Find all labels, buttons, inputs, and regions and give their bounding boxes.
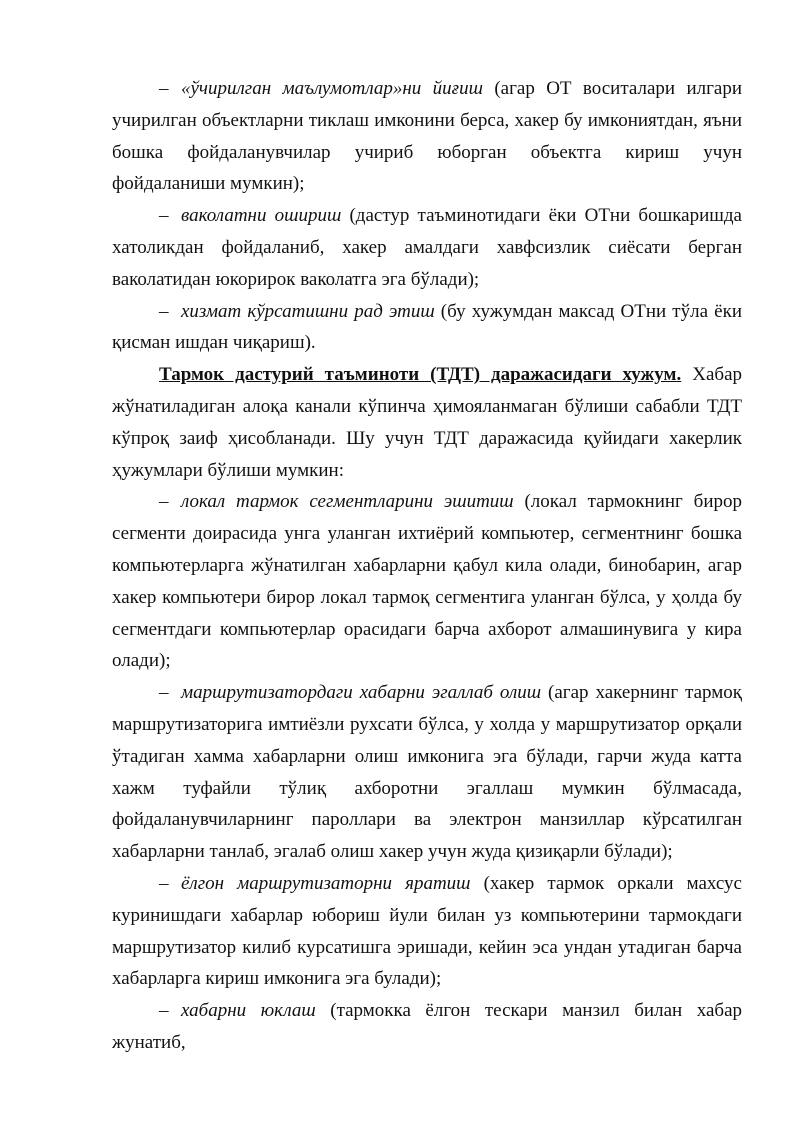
dash-marker: –	[159, 872, 169, 894]
dash-marker: –	[159, 78, 169, 99]
dash-marker: –	[159, 682, 169, 704]
italic-term: хизмат кўрсатишни рад этиш	[181, 300, 435, 322]
dash-marker: –	[159, 205, 169, 227]
list-item-privilege-escalation	[112, 200, 742, 295]
paragraph-text: (локал тармокнинг бирор сегменти доирасида унга уланган ихтиёрий компьютер, сегментнинг бошка компьютерларга жўнатилган хабарларни қабул кила олади, бинобарин, агар хакер компьютери бирор локал тармоқ сегментига уланган бўлса, у ҳолда бу сегментдаги компьютерлар орасидаги барча ахборот алмашинувига у кира олади);	[112, 491, 743, 672]
italic-term: ёлгон маршрутизаторни яратиш	[181, 872, 471, 894]
document-body	[112, 73, 742, 1059]
paragraph-text: Хабар жўнатиладиган алоқа канали кўпинча ҳимояланмаган бўлиши сабабли ТДТ кўпроқ заиф ҳисобланади. Шу учун ТДТ даражасида қуйидаги хакерлик ҳужумлари бўлиши мумкин:	[112, 364, 742, 481]
paragraph-text: (бу хужумдан максад ОТни тўла ёки қисман ишдан чиқариш).	[112, 300, 742, 354]
dash-marker: –	[159, 491, 169, 513]
list-item-segment-sniffing	[112, 486, 742, 677]
section-heading: Тармок дастурий таъминоти (ТДТ) даражасидаги хужум.	[159, 364, 682, 386]
list-item-fake-router	[112, 868, 742, 995]
list-item-message-flooding	[112, 995, 742, 1059]
italic-term: ваколатни ошириш	[181, 205, 342, 227]
paragraph-text: (агар хакернинг тармоқ маршрутизаторига имтиёзли рухсати бўлса, у холда у маршрутизатор орқали ўтадиган хамма хабарларни олиш имконига эга бўлади, гарчи жуда катта хажм туфайли тўлиқ ахборотни эгаллаш мумкин бўлмасада, фойдаланувчиларнинг пароллари ва электрон манзиллар кўрсатилган хабарларни танлаб, эгалаб олиш хакер учун жуда қизиқарли бўлади);	[112, 682, 742, 863]
section-paragraph-network-software-attack	[112, 359, 742, 486]
paragraph-text: (хакер тармок оркали махсус куринишдаги хабарлар юбориш йули билан уз компьютерини тармокдаги маршрутизатор килиб курсатишга эришади, кейин эса ундан утадиган барча хабарларга кириш имконига эга булади);	[112, 872, 742, 990]
italic-term: маршрутизатордаги хабарни эгаллаб олиш	[181, 682, 542, 704]
italic-term: «ўчирилган маълумотлар»ни йиғиш	[181, 78, 483, 99]
dash-marker: –	[159, 300, 169, 322]
paragraph-text: (дастур таъминотидаги ёки ОТни бошкаришда хатоликдан фойдаланиб, хакер амалдаги хавфсизлик сиёсати берган ваколатидан юкорирок ваколатга эга бўлади);	[112, 205, 742, 290]
paragraph-text: (тармокка ёлгон тескари манзил билан хабар жунатиб,	[112, 1000, 742, 1053]
list-item-deleted-data-collection	[112, 73, 742, 200]
italic-term: хабарни юклаш	[181, 1000, 316, 1022]
list-item-denial-of-service	[112, 296, 742, 360]
list-item-router-interception	[112, 677, 742, 868]
paragraph-text: (агар ОТ воситалари илгари учирилган объектларни тиклаш имконини берса, хакер бу имкониятдан, яъни бошка фойдаланувчилар учириб юборган объектга кириш учун фойдаланиши мумкин);	[112, 78, 742, 195]
dash-marker: –	[159, 1000, 169, 1022]
italic-term: локал тармок сегментларини эшитиш	[181, 491, 514, 513]
